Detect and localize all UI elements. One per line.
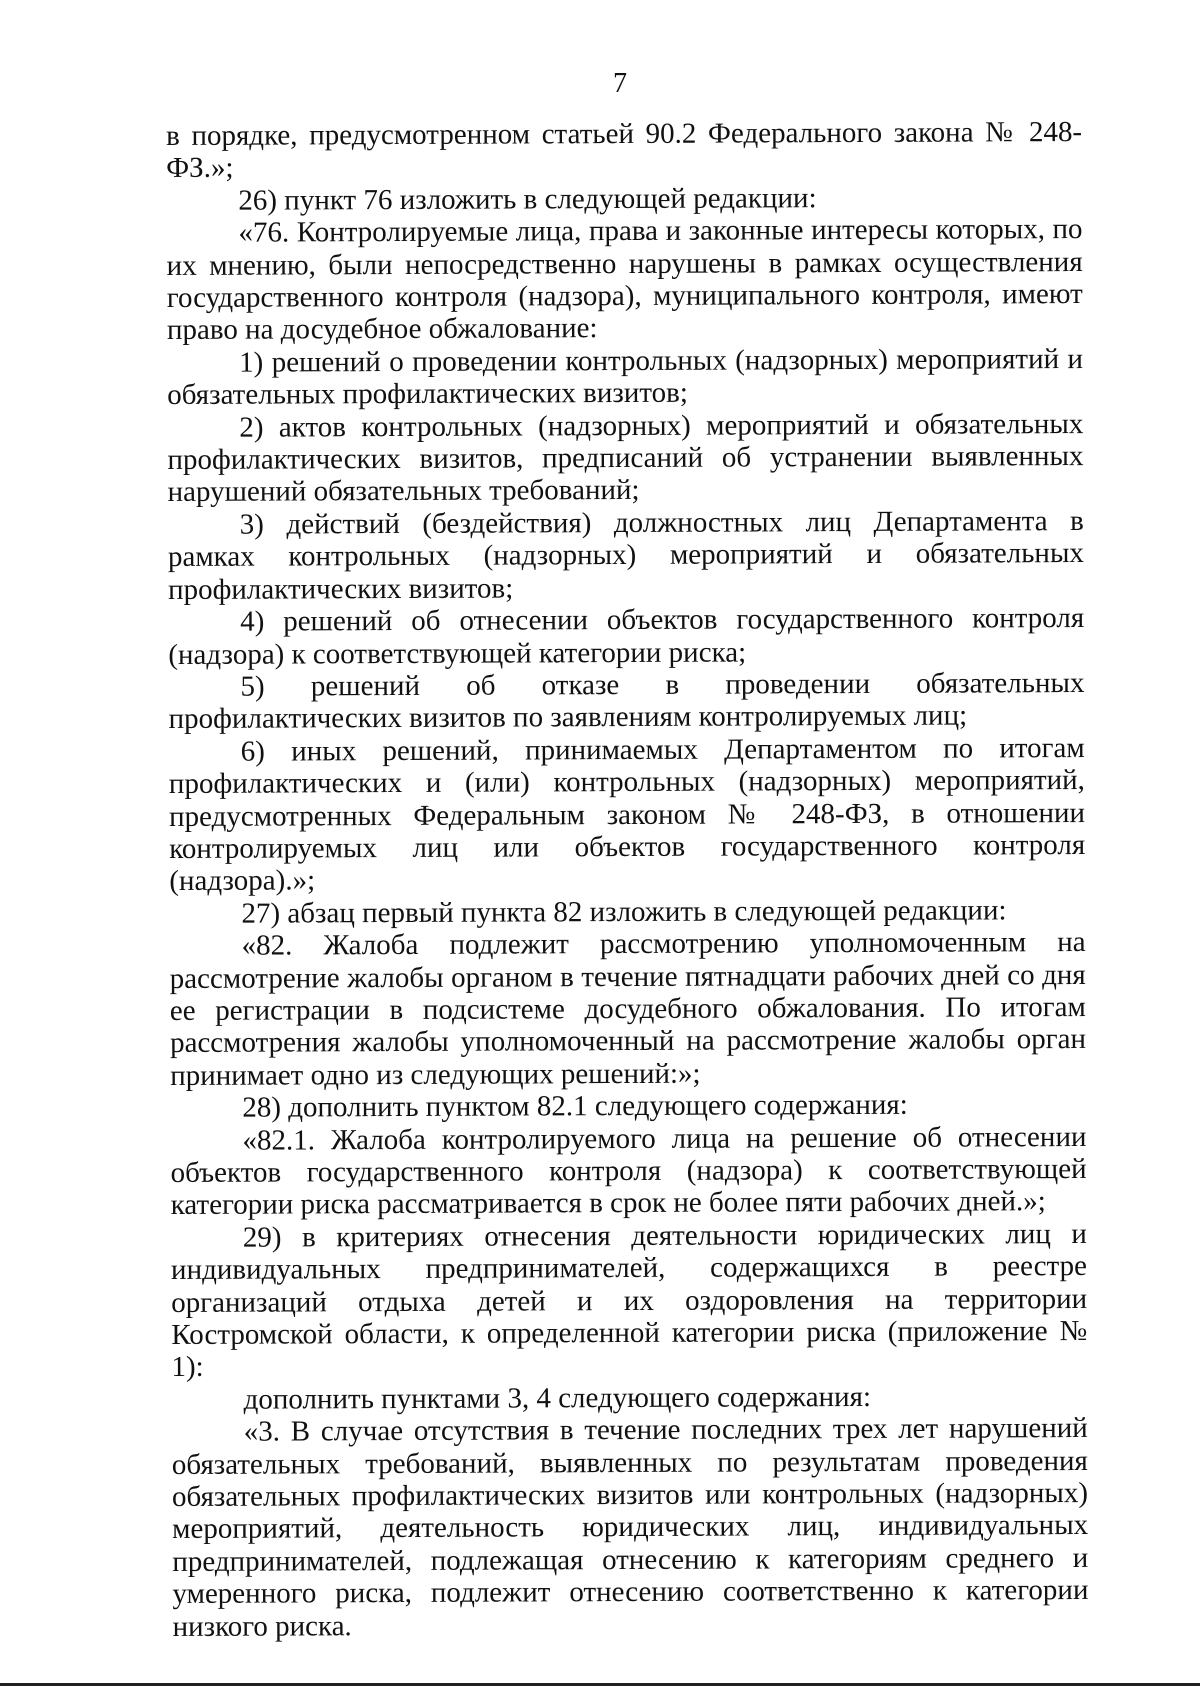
paragraph: 26) пункт 76 изложить в следующей редакции: — [238, 181, 817, 217]
paragraph: «76. Контролируемые лица, права и законные интересы которых, по их мнению, были непосредственно нарушены в рамках осуществления государственного контроля (надзора), муниципального контроля, имеют право на досудебное обжалование: — [166, 213, 1083, 347]
paragraph: 29) в критериях отнесения деятельности юридических лиц и индивидуальных предпринимателей, содержащихся в реестре организаций отдыха детей и их оздоровления на территории Костромской области, к определенной категории риска (приложение № 1): — [170, 1217, 1088, 1384]
paragraph: 4) решений об отнесении объектов государственного контроля (надзора) к соответствующей категории риска; — [168, 602, 1085, 671]
paragraph: 1) решений о проведении контрольных (надзорных) мероприятий и обязательных профилактических визитов; — [167, 342, 1084, 412]
paragraph: 28) дополнить пунктом 82.1 следующего содержания: — [242, 1088, 908, 1124]
paragraph: 6) иных решений, принимаемых Департаментом по итогам профилактических и (или) контрольных (надзорных) мероприятий, предусмотренных Федеральным законом № 248-ФЗ, в отношении контролируемых лиц или объектов государственного контроля (надзора).»; — [168, 731, 1086, 898]
paragraph: дополнить пунктами 3, 4 следующего содержания: — [243, 1380, 872, 1416]
document-body — [166, 116, 1089, 1643]
page-number: 7 — [613, 68, 627, 99]
paragraph: «82.1. Жалоба контролируемого лица на решение об отнесении объектов государственного контроля (надзора) к соответствующей категории риска рассматривается в срок не более пяти рабочих дней.»; — [170, 1120, 1087, 1222]
paragraph: 27) абзац первый пункта 82 изложить в следующей редакции: — [241, 894, 1007, 930]
bottom-border-line — [0, 1683, 1200, 1686]
paragraph: 2) актов контрольных (надзорных) мероприятий и обязательных профилактических визитов, предписаний об устранении выявленных нарушений обязательных требований; — [167, 407, 1084, 509]
paragraph: 3) действий (бездействия) должностных лиц Департамента в рамках контрольных (надзорных) мероприятий и обязательных профилактических визитов; — [167, 504, 1084, 606]
paragraph: 5) решений об отказе в проведении обязательных профилактических визитов по заявлениям контролируемых лиц; — [168, 666, 1085, 736]
paragraph: «82. Жалоба подлежит рассмотрению уполномоченным на рассмотрение жалобы органом в течение пятнадцати рабочих дней со дня ее регистрации в подсистеме досудебного обжалования. По итогам рассмотрения жалобы уполномоченный на рассмотрение жалобы орган принимает одно из следующих решений:»; — [169, 926, 1087, 1092]
paragraph: «3. В случае отсутствия в течение последних трех лет нарушений обязательных требований, выявленных по результатам проведения обязательных профилактических визитов или контрольных (надзорных) мероприятий, деятельность юридических лиц, индивидуальных предпринимателей, подлежащая отнесению к категориям среднего и умеренного риска, подлежит отнесению соответственно к категории низкого риска. — [171, 1412, 1089, 1643]
paragraph: в порядке, предусмотренном статьей 90.2 Федерального закона № 248-ФЗ.»; — [166, 116, 1083, 185]
